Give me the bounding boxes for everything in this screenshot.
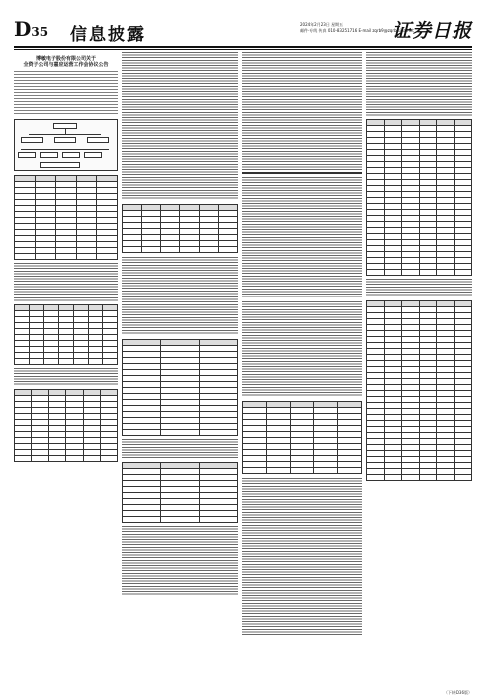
data-table	[14, 389, 118, 462]
diagram-node	[87, 137, 109, 143]
data-table	[14, 175, 118, 260]
column-4	[366, 52, 472, 692]
data-table	[122, 204, 238, 253]
body-text-block	[242, 177, 362, 297]
body-text-block	[14, 368, 118, 386]
body-text-block	[242, 478, 362, 636]
diagram-connector	[21, 149, 109, 150]
data-table	[366, 300, 472, 481]
column-1	[14, 52, 118, 692]
body-text-block	[122, 439, 238, 459]
page-number: 35	[31, 25, 49, 39]
contact-line: 邮件·专线 传真 010-83251716 E-mail zqrb9@zqrb.sina.net	[300, 28, 414, 33]
body-text-block	[122, 52, 238, 200]
body-text-block	[242, 52, 362, 170]
diagram-node	[18, 152, 36, 158]
diagram-node	[54, 137, 76, 143]
body-text-block	[366, 279, 472, 297]
continued-note: （下转D36版）	[443, 690, 472, 695]
masthead	[14, 18, 472, 44]
diagram-node	[40, 162, 80, 168]
body-text-block	[14, 71, 118, 115]
org-diagram	[14, 119, 118, 171]
brand-logo: 证券日报	[391, 20, 472, 42]
body-text-block	[122, 526, 238, 596]
diagram-node	[62, 152, 80, 158]
diagram-node	[21, 137, 43, 143]
header-rule	[14, 46, 472, 48]
data-table	[242, 401, 362, 474]
lead-headline-1: 博敏电子股份有限公司关于	[35, 56, 96, 62]
body-text-block	[14, 263, 118, 301]
data-table	[122, 339, 238, 436]
data-table	[122, 462, 238, 523]
lead-headline-2: 全资子公司与嘉应运营工作会协议公告	[23, 62, 109, 68]
diagram-node	[84, 152, 102, 158]
body-text-block	[122, 257, 238, 335]
column-2	[122, 52, 238, 692]
section-title: 信息披露	[70, 25, 146, 45]
header-rule-thin	[14, 49, 472, 50]
page-letter: D	[14, 17, 32, 41]
divider	[242, 172, 362, 174]
body-text-block	[366, 52, 472, 116]
data-table	[14, 304, 118, 365]
diagram-connector	[29, 134, 101, 135]
diagram-node	[40, 152, 58, 158]
column-3	[242, 52, 362, 692]
data-table	[366, 119, 472, 276]
date-line: 2024年2月23日 星期五	[300, 22, 344, 27]
body-text-block	[242, 301, 362, 397]
page-code	[14, 18, 48, 43]
